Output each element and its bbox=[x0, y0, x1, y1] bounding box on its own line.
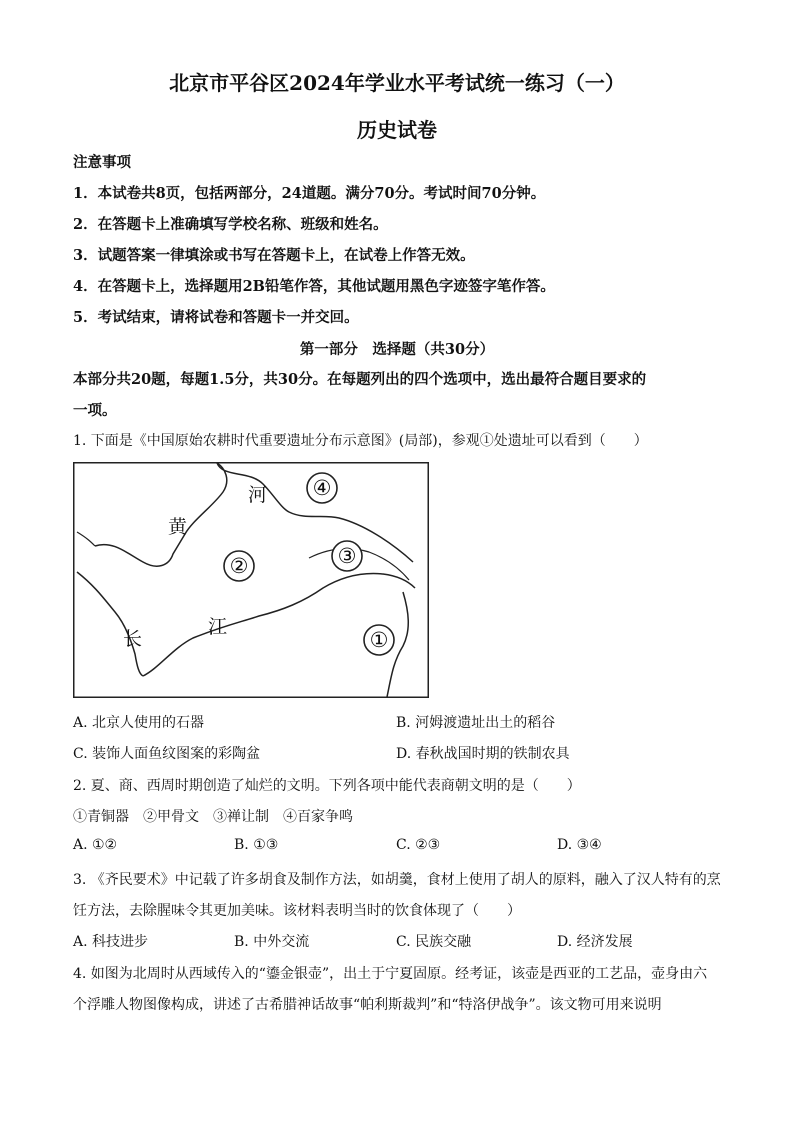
map-label-chang: 长 bbox=[123, 628, 143, 650]
q1-option-b: B. 河姆渡遗址出土的稻谷 bbox=[396, 715, 556, 731]
q2-stem: 2. 夏、商、西周时期创造了灿烂的文明。下列各项中能代表商朝文明的是（ ） bbox=[73, 778, 581, 794]
site-number-3: ③ bbox=[337, 544, 357, 568]
q1-option-d: D. 春秋战国时期的铁制农具 bbox=[396, 746, 570, 762]
q2-items: ①青铜器 ②甲骨文 ③禅让制 ④百家争鸣 bbox=[73, 809, 353, 825]
site-number-2: ② bbox=[229, 554, 249, 578]
q3-option-b: B. 中外交流 bbox=[234, 934, 310, 950]
q1-option-a: A. 北京人使用的石器 bbox=[73, 715, 205, 731]
q3-option-c: C. 民族交融 bbox=[396, 934, 472, 950]
q4-stem-cont: 个浮雕人物图像构成，讲述了古希腊神话故事“帕利斯裁判”和“特洛伊战争”。该文物可用来说明 bbox=[73, 997, 662, 1013]
q2-option-c: C. ②③ bbox=[396, 837, 441, 853]
q3-option-a: A. 科技进步 bbox=[73, 934, 149, 950]
part1-heading: 第一部分 选择题（共30分） bbox=[299, 341, 495, 358]
note-item: 5．考试结束，请将试卷和答题卡一并交回。 bbox=[73, 309, 359, 326]
map-label-jiang: 江 bbox=[208, 616, 228, 638]
exam-subtitle: 历史试卷 bbox=[357, 118, 437, 142]
map-label-he: 河 bbox=[248, 484, 268, 506]
note-item: 3．试题答案一律填涂或书写在答题卡上，在试卷上作答无效。 bbox=[73, 247, 475, 264]
note-item: 1．本试卷共8页，包括两部分，24道题。满分70分。考试时间70分钟。 bbox=[73, 185, 546, 202]
map-label-huang: 黄 bbox=[168, 516, 188, 538]
note-item: 2．在答题卡上准确填写学校名称、班级和姓名。 bbox=[73, 216, 388, 233]
q3-stem: 3. 《齐民要术》中记载了许多胡食及制作方法，如胡羹，食材上使用了胡人的原料，融入了汉人特有的烹 bbox=[73, 872, 721, 888]
q4-stem: 4. 如图为北周时从西域传入的“鎏金银壶”，出土于宁夏固原。经考证，该壶是西亚的工艺品，壶身由六 bbox=[73, 966, 708, 982]
q2-option-d: D. ③④ bbox=[557, 837, 602, 853]
q3-option-d: D. 经济发展 bbox=[557, 934, 633, 950]
part1-intro-cont: 一项。 bbox=[73, 402, 117, 419]
q1-stem: 1. 下面是《中国原始农耕时代重要遗址分布示意图》(局部)，参观①处遗址可以看到（ ） bbox=[73, 433, 648, 449]
notes-heading: 注意事项 bbox=[73, 154, 131, 171]
q3-stem-cont: 饪方法，去除腥味令其更加美味。该材料表明当时的饮食体现了（ ） bbox=[73, 903, 521, 919]
part1-intro: 本部分共20题，每题1.5分，共30分。在每题列出的四个选项中，选出最符合题目要求的 bbox=[73, 371, 647, 388]
q1-option-c: C. 装饰人面鱼纹图案的彩陶盆 bbox=[73, 746, 261, 762]
q2-option-a: A. ①② bbox=[73, 837, 118, 853]
site-number-1: ① bbox=[369, 628, 389, 652]
site-number-4: ④ bbox=[312, 476, 332, 500]
note-item: 4．在答题卡上，选择题用2B铅笔作答，其他试题用黑色字迹签字笔作答。 bbox=[73, 278, 555, 295]
q1-map bbox=[73, 462, 429, 698]
q2-option-b: B. ①③ bbox=[234, 837, 279, 853]
exam-title: 北京市平谷区2024年学业水平考试统一练习（一） bbox=[169, 71, 625, 95]
